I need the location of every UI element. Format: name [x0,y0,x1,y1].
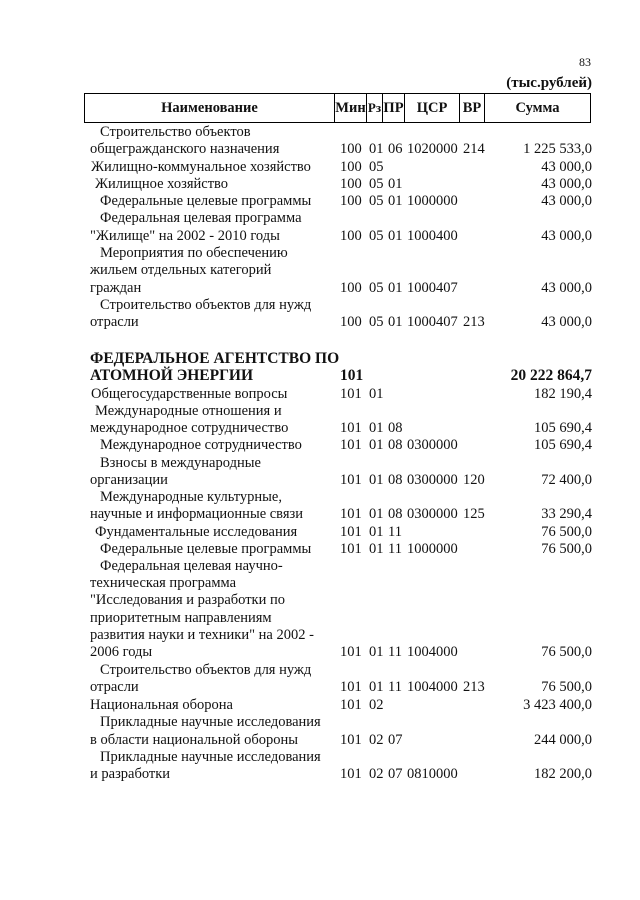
row-name: в области национальной обороны [90,732,298,748]
row-pr: 08 [388,472,403,488]
row-name: Федеральная целевая научно- [100,558,283,574]
row-sum: 43 000,0 [541,176,592,192]
header-rz: Рз [367,94,383,122]
row-pr: 07 [388,732,403,748]
row-rz: 02 [369,732,384,748]
row-name: Международное сотрудничество [100,437,302,453]
row-sum: 182 200,0 [534,766,592,782]
row-min: 101 [340,367,364,384]
row-csr: 1000400 [407,228,458,244]
table-row [0,386,640,403]
row-pr: 11 [388,541,402,557]
units-label: (тыс.рублей) [506,75,592,91]
row-pr: 11 [388,679,402,695]
table-row [0,141,640,158]
table-row [0,455,640,472]
table-row [0,644,640,661]
row-csr: 1020000 [407,141,458,157]
row-sum: 3 423 400,0 [523,697,592,713]
table-row [0,403,640,420]
row-rz: 01 [369,141,384,157]
row-min: 101 [340,437,362,453]
row-csr: 0300000 [407,437,458,453]
header-sum: Сумма [515,100,560,116]
row-vr: 214 [463,141,485,157]
row-sum: 43 000,0 [541,193,592,209]
row-csr: 1000000 [407,193,458,209]
table-row [0,367,640,384]
page-number: 83 [579,55,591,69]
row-sum: 76 500,0 [541,679,592,695]
row-pr: 11 [388,644,402,660]
row-rz: 05 [369,159,384,175]
row-rz: 02 [369,766,384,782]
row-rz: 05 [369,193,384,209]
row-rz: 01 [369,420,384,436]
table-row [0,541,640,558]
row-name: Фундаментальные исследования [95,524,298,540]
table-row [0,193,640,210]
header-csr: ЦСР [405,94,460,122]
row-pr: 08 [388,437,403,453]
row-name: Мероприятия по обеспечению [100,245,288,261]
row-sum: 182 190,4 [534,386,592,402]
row-name: Общегосударственные вопросы [91,386,288,402]
row-sum: 43 000,0 [541,280,592,296]
row-rz: 05 [369,280,384,296]
row-name: организации [90,472,168,488]
row-rz: 01 [369,506,384,522]
table-row [0,472,640,489]
row-min: 101 [340,541,362,557]
row-csr: 0300000 [407,506,458,522]
row-min: 101 [340,679,362,695]
table-row [0,124,640,141]
row-sum: 76 500,0 [541,644,592,660]
row-name: Федеральная целевая программа [100,210,302,226]
row-min: 101 [340,766,362,782]
row-pr: 08 [388,506,403,522]
row-csr: 1004000 [407,644,458,660]
table-row [0,297,640,314]
row-name: Национальная оборона [90,697,233,713]
table-row [0,210,640,227]
table-row [0,627,640,644]
row-name: Строительство объектов для нужд [100,297,312,313]
row-sum: 76 500,0 [541,524,592,540]
row-name: "Исследования и разработки по [90,592,285,608]
row-name: Федеральные целевые программы [100,193,312,209]
row-min: 101 [340,506,362,522]
row-pr: 01 [388,228,403,244]
row-name: отрасли [90,314,139,330]
row-min: 101 [340,644,362,660]
table-row [0,176,640,193]
row-min: 101 [340,697,362,713]
row-min: 100 [340,193,362,209]
row-rz: 01 [369,541,384,557]
row-pr: 07 [388,766,403,782]
row-min: 101 [340,420,362,436]
row-name: приоритетным направлениям [90,610,272,626]
table-row [0,524,640,541]
row-name: Строительство объектов [100,124,251,140]
table-row [0,766,640,783]
row-name: Жилищное хозяйство [95,176,229,192]
row-name: 2006 годы [90,644,153,660]
row-csr: 1000407 [407,280,458,296]
row-sum: 76 500,0 [541,541,592,557]
row-min: 100 [340,280,362,296]
row-rz: 01 [369,679,384,695]
table-row [0,697,640,714]
table-row [0,575,640,592]
row-rz: 01 [369,472,384,488]
table-row [0,245,640,262]
row-name: Взносы в международные [100,455,261,471]
row-rz: 02 [369,697,384,713]
row-sum: 72 400,0 [541,472,592,488]
table-row [0,350,640,367]
row-min: 100 [340,314,362,330]
row-csr: 1000407 [407,314,458,330]
row-csr: 1004000 [407,679,458,695]
table-row [0,420,640,437]
row-pr: 11 [388,524,402,540]
row-name: Федеральные целевые программы [100,541,312,557]
table-row [0,262,640,279]
row-name: Строительство объектов для нужд [100,662,312,678]
table-row [0,489,640,506]
row-rz: 05 [369,314,384,330]
row-name: развития науки и техники" на 2002 - [90,627,314,643]
table-row [0,314,640,331]
row-name: техническая программа [90,575,237,591]
row-pr: 01 [388,193,403,209]
row-sum: 20 222 864,7 [510,367,592,384]
row-rz: 01 [369,524,384,540]
row-pr: 08 [388,420,403,436]
header-pr: ПР [383,94,405,122]
row-min: 101 [340,732,362,748]
table-header [84,93,591,123]
table-row [0,437,640,454]
header-vr: ВР [460,94,485,122]
row-name: граждан [90,280,142,296]
row-sum: 244 000,0 [534,732,592,748]
header-min: Мин [335,94,367,122]
row-sum: 33 290,4 [541,506,592,522]
row-csr: 0300000 [407,472,458,488]
table-row [0,159,640,176]
table-row [0,592,640,609]
row-name: Прикладные научные исследования [100,714,321,730]
row-name: Международные культурные, [100,489,282,505]
table-row [0,228,640,245]
table-row [0,280,640,297]
table-row [0,610,640,627]
row-pr: 01 [388,314,403,330]
row-min: 101 [340,524,362,540]
row-name: международное сотрудничество [90,420,289,436]
row-pr: 01 [388,176,403,192]
row-pr: 01 [388,280,403,296]
row-sum: 43 000,0 [541,228,592,244]
row-sum: 105 690,4 [534,437,592,453]
row-sum: 43 000,0 [541,314,592,330]
row-rz: 05 [369,176,384,192]
row-name: и разработки [90,766,171,782]
row-name: жильем отдельных категорий [90,262,272,278]
table-row [0,714,640,731]
row-rz: 01 [369,437,384,453]
table-row [0,732,640,749]
row-rz: 01 [369,386,384,402]
table-row [0,679,640,696]
row-name: научные и информационные связи [90,506,303,522]
row-min: 101 [340,386,362,402]
row-min: 100 [340,159,362,175]
row-name: "Жилище" на 2002 - 2010 годы [90,228,280,244]
row-pr: 06 [388,141,403,157]
row-name: Жилищно-коммунальное хозяйство [91,159,311,175]
row-csr: 0810000 [407,766,458,782]
row-name: Прикладные научные исследования [100,749,321,765]
row-name: Международные отношения и [95,403,282,419]
header-name: Наименование [85,94,335,122]
table-row [0,662,640,679]
row-sum: 43 000,0 [541,159,592,175]
table-row [0,749,640,766]
row-min: 100 [340,176,362,192]
row-vr: 125 [463,506,485,522]
table-row [0,506,640,523]
row-rz: 05 [369,228,384,244]
row-name: общегражданского назначения [90,141,280,157]
row-csr: 1000000 [407,541,458,557]
row-vr: 213 [463,679,485,695]
row-vr: 213 [463,314,485,330]
row-min: 101 [340,472,362,488]
row-min: 100 [340,228,362,244]
row-name: отрасли [90,679,139,695]
row-min: 100 [340,141,362,157]
row-name: АТОМНОЙ ЭНЕРГИИ [90,367,254,384]
row-rz: 01 [369,644,384,660]
row-name: ФЕДЕРАЛЬНОЕ АГЕНТСТВО ПО [90,350,340,367]
table-row [0,558,640,575]
row-vr: 120 [463,472,485,488]
row-sum: 105 690,4 [534,420,592,436]
row-sum: 1 225 533,0 [523,141,592,157]
